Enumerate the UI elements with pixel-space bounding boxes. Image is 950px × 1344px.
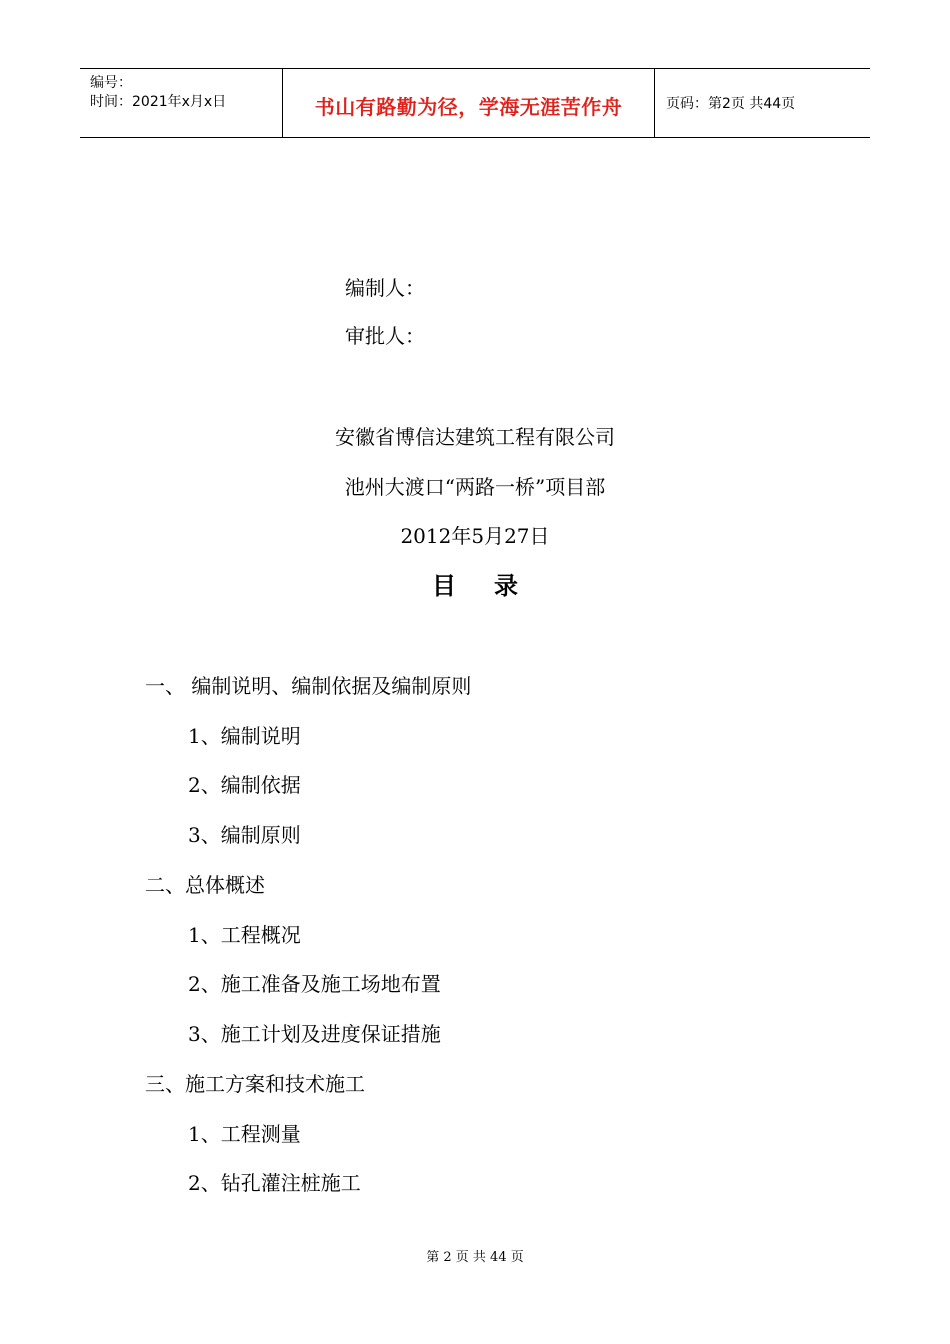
toc-item: 1、工程测量 [188, 1122, 301, 1146]
header-page-info: 页码：第2页 共44页 [666, 96, 796, 112]
document-number-label: 编号： [90, 75, 132, 91]
toc-item: 1、编制说明 [188, 724, 301, 748]
toc-section-1: 一、 编制说明、编制依据及编制原则 [145, 674, 472, 698]
project-department: 池州大渡口“两路一桥”项目部 [344, 475, 606, 499]
toc-item: 3、施工计划及进度保证措施 [188, 1022, 441, 1046]
compiler-label: 编制人： [345, 276, 425, 300]
page-header-table [80, 68, 870, 138]
toc-title-char-2: 录 [494, 572, 518, 600]
toc-title-char-1: 目 [432, 572, 456, 600]
toc-item: 2、施工准备及施工场地布置 [188, 972, 441, 996]
toc-section-3: 三、施工方案和技术施工 [145, 1072, 365, 1096]
document-time-label: 时间：2021年x月x日 [90, 94, 227, 110]
company-name: 安徽省博信达建筑工程有限公司 [335, 425, 615, 449]
toc-title [0, 566, 950, 601]
header-page-cell [656, 69, 870, 137]
toc-item: 2、编制依据 [188, 773, 301, 797]
header-motto-cell [283, 69, 655, 137]
document-date: 2012年5月27日 [400, 524, 550, 548]
approver-label: 审批人： [345, 324, 425, 348]
page-footer-number: 第 2 页 共 44 页 [426, 1250, 524, 1265]
toc-item: 3、编制原则 [188, 823, 301, 847]
header-motto: 书山有路勤为径，学海无涯苦作舟 [314, 95, 623, 119]
toc-section-2: 二、总体概述 [145, 873, 265, 897]
toc-item: 1、工程概况 [188, 923, 301, 947]
toc-item: 2、钻孔灌注桩施工 [188, 1171, 361, 1195]
header-meta-cell [80, 69, 283, 137]
